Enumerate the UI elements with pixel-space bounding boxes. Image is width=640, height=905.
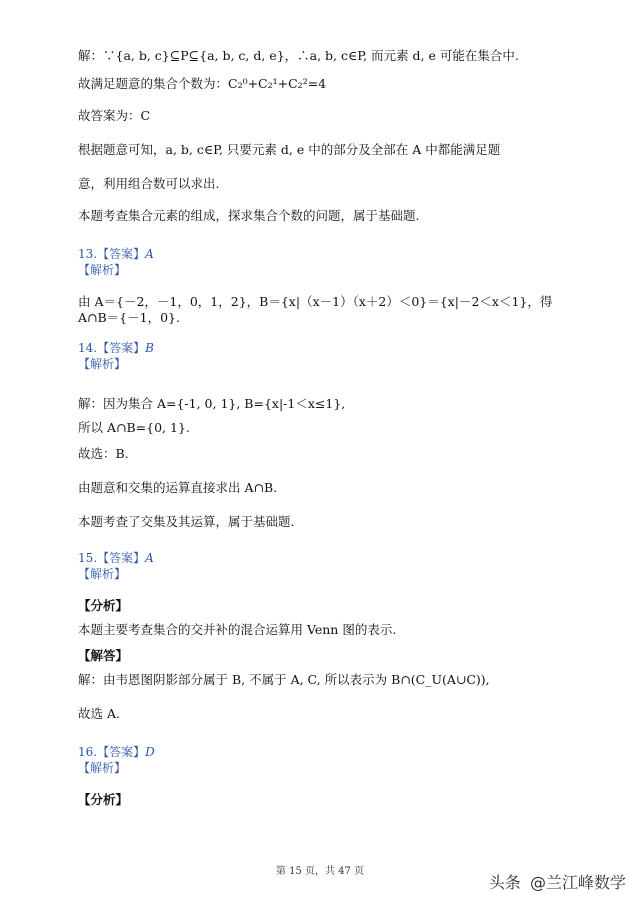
q16-answer-letter: D [145, 745, 155, 759]
q16-analysis-label: 【解析】 [78, 761, 127, 775]
watermark-platform: 头条 [488, 873, 521, 892]
watermark [489, 870, 626, 893]
solution-line-1: 解：∵{a, b, c}⊆P⊆{a, b, c, d, e}，∴a, b, c∈P, 而元素 d, e 可能在集合中. [78, 48, 519, 63]
q15-analysis-label: 【解析】 [78, 567, 127, 581]
q15-heading-analysis: 【分析】 [78, 598, 129, 613]
q14-line-5: 本题考查了交集及其运算，属于基础题. [78, 514, 295, 529]
q15-line-1: 本题主要考查集合的交并补的混合运算用 Venn 图的表示. [78, 622, 397, 637]
q16-heading-analysis: 【分析】 [78, 792, 129, 807]
q13-analysis-label: 【解析】 [78, 263, 127, 277]
q15-heading-solution: 【解答】 [78, 648, 129, 663]
q13-answer-letter: A [145, 247, 154, 261]
page-number: 第 15 页，共 47 页 [275, 866, 365, 877]
q15-line-2: 解：由韦恩图阴影部分属于 B, 不属于 A, C, 所以表示为 B∩(C_U(A∪C)), [78, 672, 490, 687]
q15-line-3: 故选 A. [78, 706, 120, 721]
solution-line-3: 故答案为：C [78, 108, 151, 123]
solution-line-5: 意，利用组合数可以求出. [78, 176, 220, 191]
q16-answer-label: 16.【答案】D [78, 745, 155, 759]
q13-answer-label: 13.【答案】A [78, 247, 154, 261]
q14-answer-letter: B [145, 341, 154, 355]
q15-answer-label: 15.【答案】A [78, 551, 154, 565]
solution-line-4: 根据题意可知，a, b, c∈P, 只要元素 d, e 中的部分及全部在 A 中都能满足题 [78, 142, 501, 157]
q14-answer-label: 14.【答案】B [78, 341, 154, 355]
solution-line-2: 故满足题意的集合个数为：C₂⁰+C₂¹+C₂²=4 [78, 76, 327, 91]
q14-line-1: 解：因为集合 A={-1, 0, 1}, B={x|-1＜x≤1}, [78, 396, 346, 411]
q15-answer-letter: A [145, 551, 154, 565]
q14-line-4: 由题意和交集的运算直接求出 A∩B. [78, 480, 278, 495]
watermark-account: @兰江峰数学 [529, 873, 626, 892]
solution-line-6: 本题考查集合元素的组成，探求集合个数的问题，属于基础题. [78, 208, 420, 223]
q14-line-3: 故选：B. [78, 446, 129, 461]
q14-analysis-label: 【解析】 [78, 357, 127, 371]
q13-line-2: A∩B＝{－1，0}. [78, 310, 180, 325]
q14-line-2: 所以 A∩B={0, 1}. [78, 420, 190, 435]
q13-line-1: 由 A＝{－2，－1，0，1，2}，B＝{x|（x－1）（x＋2）＜0}＝{x|－2＜x＜1}，得 [78, 294, 553, 309]
